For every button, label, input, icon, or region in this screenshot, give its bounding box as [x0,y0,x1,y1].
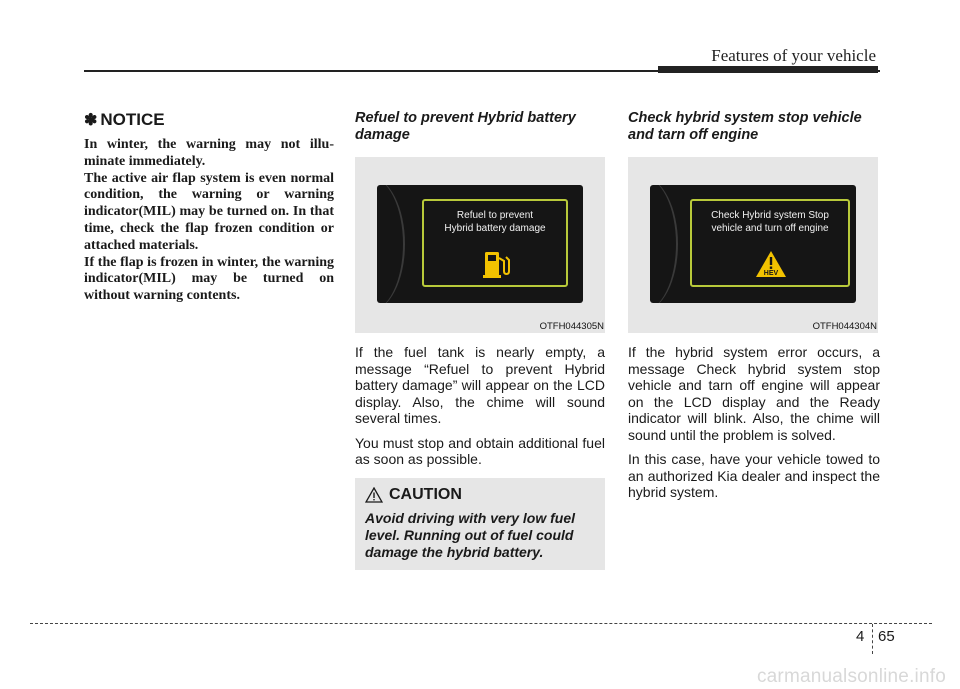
lcd-message-text [692,209,848,235]
notice-star-icon: ✽ [84,112,98,129]
lcd-message-box [422,199,568,287]
caution-title [365,486,601,504]
lcd-screen [650,185,856,303]
lcd-line-2: vehicle and turn off engine [711,223,829,234]
notice-line-2: The active air flap system is even normal condition, the warning or warning indicator(MIL) may be turned on. In that time, check the flap frozen condition or attached materials. [84,170,334,253]
check-paragraph-2: In this case, have your vehicle towed to an authorized Kia dealer and inspect the hybrid system. [628,451,880,500]
gauge-arc [377,185,405,303]
page-number-value: 65 [878,628,895,645]
fuel-pump-icon [482,249,510,279]
refuel-paragraph-2: You must stop and obtain additional fuel as soon as possible. [355,434,605,467]
caution-warning-icon [365,487,383,503]
check-hybrid-section [628,110,880,509]
page-number-divider [872,624,873,654]
check-hybrid-body [628,344,880,501]
notice-line-1: In winter, the warning may not illu-minate immediately. [84,137,334,169]
refuel-paragraph-1: If the fuel tank is nearly empty, a message “Refuel to prevent Hybrid battery damage” will appear on the LCD display. Also, the chime will sound several times. [355,344,605,426]
caution-box [355,478,605,570]
lcd-screen [377,185,583,303]
lcd-message-box [690,199,850,287]
page-header-title: Features of your vehicle [711,46,876,65]
lcd-line-2: Hybrid battery damage [444,223,546,234]
notice-body [84,137,334,305]
notice-title-text: NOTICE [100,110,165,129]
check-paragraph-1: If the hybrid system error occurs, a message Check hybrid system stop vehicle and tarn off engine will appear on the LCD display and the Ready indicator will blink. Also, the chime will sound until the problem is solved. [628,344,880,443]
notice-line-3: If the flap is frozen in winter, the warning indicator(MIL) may be turned on without warning contents. [84,254,334,304]
hev-badge: HEV [763,270,779,277]
check-hybrid-figure [628,157,878,333]
refuel-body [355,344,605,468]
lcd-line-1: Refuel to prevent [456,210,534,221]
lcd-message-text [424,209,566,235]
notice-section [84,110,334,305]
figure-code: OTFH044304N [812,321,877,332]
notice-title [84,110,334,130]
refuel-section [355,110,605,570]
lcd-line-1: Check Hybrid system Stop [711,210,829,221]
caution-body: Avoid driving with very low fuel level. Running out of fuel could damage the hybrid battery. [365,509,576,560]
figure-code: OTFH044305N [539,321,604,332]
refuel-heading: Refuel to prevent Hybrid battery damage [355,110,576,143]
watermark: carmanualsonline.info [756,666,946,687]
gauge-arc [650,185,678,303]
caution-title-text: CAUTION [389,485,462,503]
chapter-number: 4 [856,628,865,645]
header-rule-accent [658,66,878,73]
check-hybrid-heading: Check hybrid system stop vehicle and tarn off engine [628,110,862,143]
refuel-figure [355,157,605,333]
footer-rule [30,623,932,624]
